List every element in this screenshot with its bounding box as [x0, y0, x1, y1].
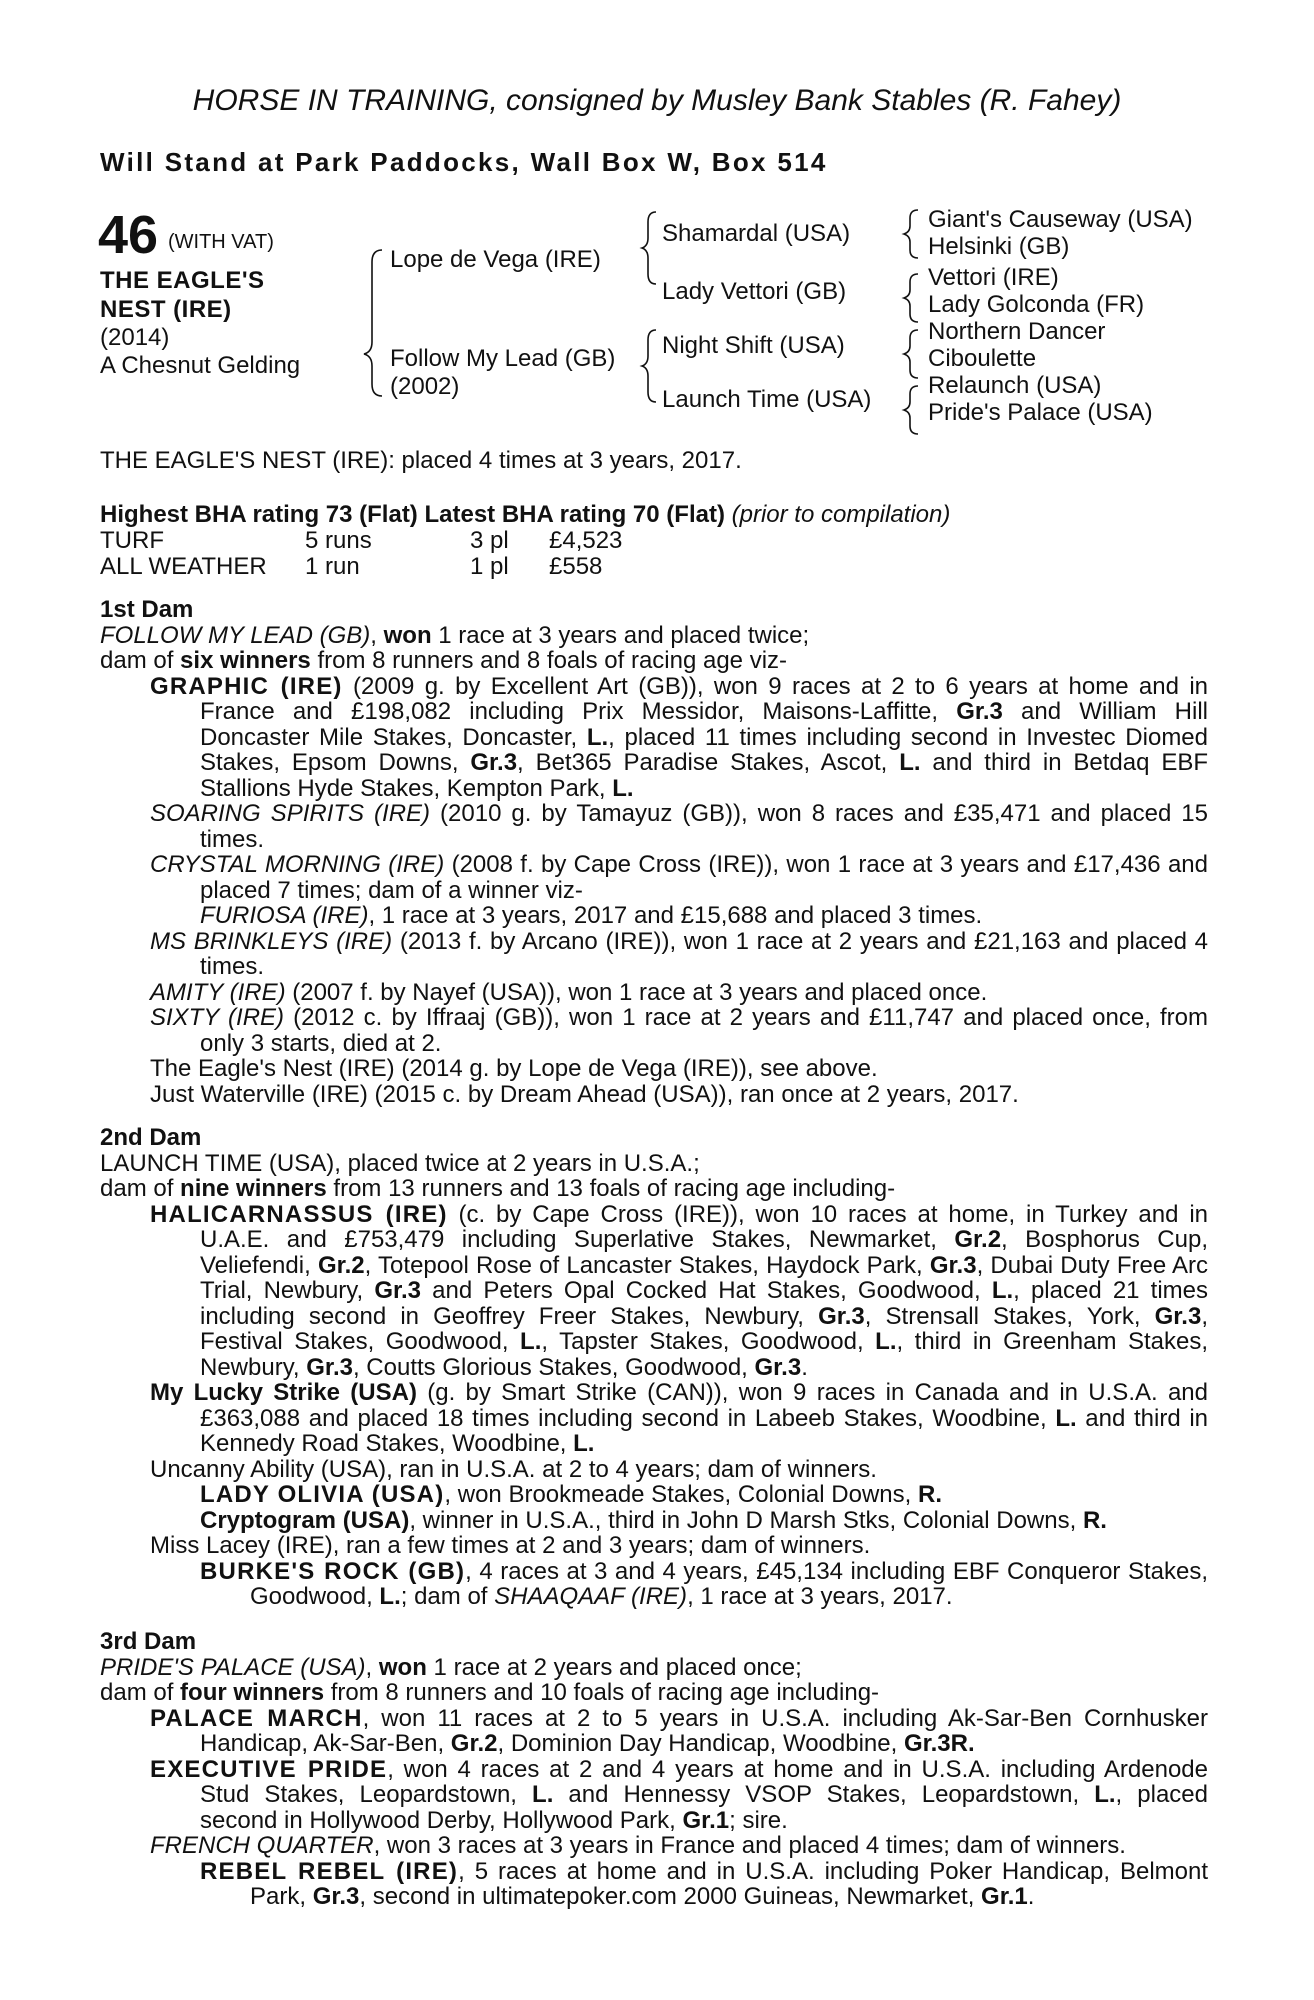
record-row-turf-surface: TURF [100, 527, 164, 554]
produce-soaring-spirits: SOARING SPIRITS (IRE) (2010 g. by Tamayuz (GB)), won 8 races and £35,471 and placed 15 times. [150, 800, 1208, 853]
pedigree-dam-sire: Night Shift (USA) [662, 332, 845, 359]
first-dam-section [100, 597, 1208, 1107]
first-dam-produce-line: dam of six winners from 8 runners and 8 foals of racing age viz- [100, 647, 788, 674]
pedigree-ssd: Helsinki (GB) [928, 233, 1070, 260]
pedigree-ddd: Pride's Palace (USA) [928, 399, 1153, 426]
produce-crystal-morning: CRYSTAL MORNING (IRE) (2008 f. by Cape Cross (IRE)), won 1 race at 3 years and £17,436 and placed 7 times; dam of a winner viz- [150, 851, 1208, 904]
record-row-aw-prize: £558 [549, 553, 603, 580]
pedigree-dss: Northern Dancer [928, 318, 1106, 345]
pedigree-sire: Lope de Vega (IRE) [390, 246, 601, 273]
produce-furiosa: FURIOSA (IRE), 1 race at 3 years, 2017 and £15,688 and placed 3 times. [200, 902, 983, 929]
produce-sixty: SIXTY (IRE) (2012 c. by Iffraaj (GB)), won 1 race at 2 years and £11,747 and placed once, from only 3 starts, died at 2. [150, 1004, 1208, 1057]
produce-lady-olivia: LADY OLIVIA (USA), won Brookmeade Stakes, Colonial Downs, R. [200, 1481, 942, 1508]
second-dam-line: LAUNCH TIME (USA), placed twice at 2 years in U.S.A.; [100, 1149, 700, 1177]
second-dam-section [100, 1125, 1208, 1610]
record-row-turf-placed: 3 pl [470, 527, 509, 554]
produce-rebel-rebel: REBEL REBEL (IRE), 5 races at home and in U.S.A. including Poker Handicap, Belmont Park, Gr.3, second in ultimatepoker.com 2000 Guineas, Newmarket, Gr.1. [200, 1857, 1209, 1910]
first-dam-line: FOLLOW MY LEAD (GB), won 1 race at 3 years and placed twice; [100, 621, 810, 649]
horse-description: A Chesnut Gelding [100, 352, 301, 379]
produce-halicarnassus: HALICARNASSUS (IRE) (c. by Cape Cross (IRE)), won 10 races at home, in Turkey and in U.A.E. and £753,479 including Superlative Stakes, Newmarket, Gr.2, Bosphorus Cup, Veliefendi, Gr.2, Totepool Rose of Lancaster Stakes, Haydock Park, Gr.3, Dubai Duty Free Arc Trial, Newbury, Gr.3 and Peters Opal Cocked Hat Stakes, Goodwood, L., placed 21 times including second in Geoffrey Freer Stakes, Newbury, Gr.3, Strensall Stakes, York, Gr.3, Festival Stakes, Goodwood, L., Tapster Stakes, Goodwood, L., third in Greenham Stakes, Newbury, Gr.3, Coutts Glorious Stakes, Goodwood, Gr.3. [150, 1200, 1209, 1381]
second-dam-produce-line: dam of nine winners from 13 runners and 13 foals of racing age including- [100, 1175, 896, 1202]
third-dam-produce-line: dam of four winners from 8 runners and 10 foals of racing age including- [100, 1679, 880, 1706]
produce-ms-brinkleys: MS BRINKLEYS (IRE) (2013 f. by Arcano (IRE)), won 1 race at 2 years and £21,163 and placed 4 times. [150, 927, 1208, 980]
produce-french-quarter: FRENCH QUARTER, won 3 races at 3 years in France and placed 4 times; dam of winners. [150, 1832, 1126, 1859]
produce-the-eagles-nest: The Eagle's Nest (IRE) (2014 g. by Lope de Vega (IRE)), see above. [150, 1055, 878, 1082]
bha-rating-line: Highest BHA rating 73 (Flat) Latest BHA rating 70 (Flat) [100, 501, 725, 528]
third-dam-line: PRIDE'S PALACE (USA), won 1 race at 2 years and placed once; [100, 1653, 802, 1681]
produce-uncanny-ability: Uncanny Ability (USA), ran in U.S.A. at 2 to 4 years; dam of winners. [150, 1455, 877, 1483]
produce-executive-pride: EXECUTIVE PRIDE, won 4 races at 2 and 4 years at home and in U.S.A. including Ardenode Stud Stakes, Leopardstown, L. and Hennessy VSOP Stakes, Leopardstown, L., placed second in Hollywood Derby, Hollywood Park, Gr.1; sire. [150, 1755, 1209, 1834]
pedigree-sds: Vettori (IRE) [928, 264, 1059, 291]
produce-palace-march: PALACE MARCH, won 11 races at 2 to 5 years in U.S.A. including Ak-Sar-Ben Cornhusker Handicap, Ak-Sar-Ben, Gr.2, Dominion Day Handicap, Woodbine, Gr.3R. [150, 1704, 1208, 1757]
record-row-turf-runs: 5 runs [305, 527, 372, 554]
pedigree-dds: Relaunch (USA) [928, 372, 1102, 399]
stand-location: Will Stand at Park Paddocks, Wall Box W, Box 514 [100, 147, 828, 177]
produce-miss-lacey: Miss Lacey (IRE), ran a few times at 2 and 3 years; dam of winners. [150, 1532, 871, 1559]
foaling-year: (2014) [100, 324, 170, 351]
third-dam-section [100, 1629, 1208, 1910]
produce-just-waterville: Just Waterville (IRE) (2015 c. by Dream Ahead (USA)), ran once at 2 years, 2017. [150, 1080, 1019, 1108]
bha-rating-note: (prior to compilation) [731, 501, 951, 528]
record-row-aw-runs: 1 run [305, 553, 360, 580]
pedigree-sire-dam: Lady Vettori (GB) [662, 278, 847, 305]
produce-my-lucky-strike: My Lucky Strike (USA) (g. by Smart Strike (CAN)), won 9 races in Canada and in U.S.A. and £363,088 and placed 18 times including second in Labeeb Stakes, Woodbine, L. and third in Kennedy Road Stakes, Woodbine, L. [150, 1379, 1209, 1457]
page-title: HORSE IN TRAINING, consigned by Musley Bank Stables (R. Fahey) [192, 84, 1122, 117]
record-row-turf-prize: £4,523 [549, 527, 623, 554]
first-dam-heading: 1st Dam [100, 596, 194, 623]
third-dam-heading: 3rd Dam [100, 1628, 197, 1655]
performance-summary: THE EAGLE'S NEST (IRE): placed 4 times at 3 years, 2017. [100, 447, 742, 474]
horse-name-line-2: NEST (IRE) [100, 296, 232, 323]
produce-burkes-rock: BURKE'S ROCK (GB), 4 races at 3 and 4 years, £45,134 including EBF Conqueror Stakes, Goodwood, L.; dam of SHAAQAAF (IRE), 1 race at 3 years, 2017. [200, 1557, 1208, 1610]
lot-number: 46 [98, 205, 159, 265]
pedigree-dam-year: (2002) [390, 373, 460, 400]
pedigree-dam-dam: Launch Time (USA) [662, 386, 872, 413]
horse-name-line-1: THE EAGLE'S [100, 267, 265, 294]
record-row-aw-surface: ALL WEATHER [100, 553, 267, 580]
pedigree-sdd: Lady Golconda (FR) [928, 291, 1145, 318]
bha-ratings [100, 502, 1208, 528]
produce-graphic: GRAPHIC (IRE) (2009 g. by Excellent Art (GB)), won 9 races at 2 to 6 years at home and in France and £198,082 including Prix Messidor, Maisons-Laffitte, Gr.3 and William Hill Doncaster Mile Stakes, Doncaster, L., placed 11 times including second in Investec Diomed Stakes, Epsom Downs, Gr.3, Bet365 Paradise Stakes, Ascot, L. and third in Betdaq EBF Stallions Hyde Stakes, Kempton Park, L. [150, 672, 1209, 802]
pedigree-dsd: Ciboulette [928, 345, 1037, 372]
pedigree-dam: Follow My Lead (GB) [390, 345, 616, 372]
produce-cryptogram: Cryptogram (USA), winner in U.S.A., third in John D Marsh Stks, Colonial Downs, R. [200, 1506, 1107, 1534]
second-dam-heading: 2nd Dam [100, 1124, 202, 1151]
pedigree-sire-sire: Shamardal (USA) [662, 220, 851, 247]
record-row-aw-placed: 1 pl [470, 553, 509, 580]
produce-amity: AMITY (IRE) (2007 f. by Nayef (USA)), won 1 race at 3 years and placed once. [150, 978, 988, 1006]
vat-label: (WITH VAT) [168, 231, 274, 253]
pedigree-sss: Giant's Causeway (USA) [928, 206, 1193, 233]
